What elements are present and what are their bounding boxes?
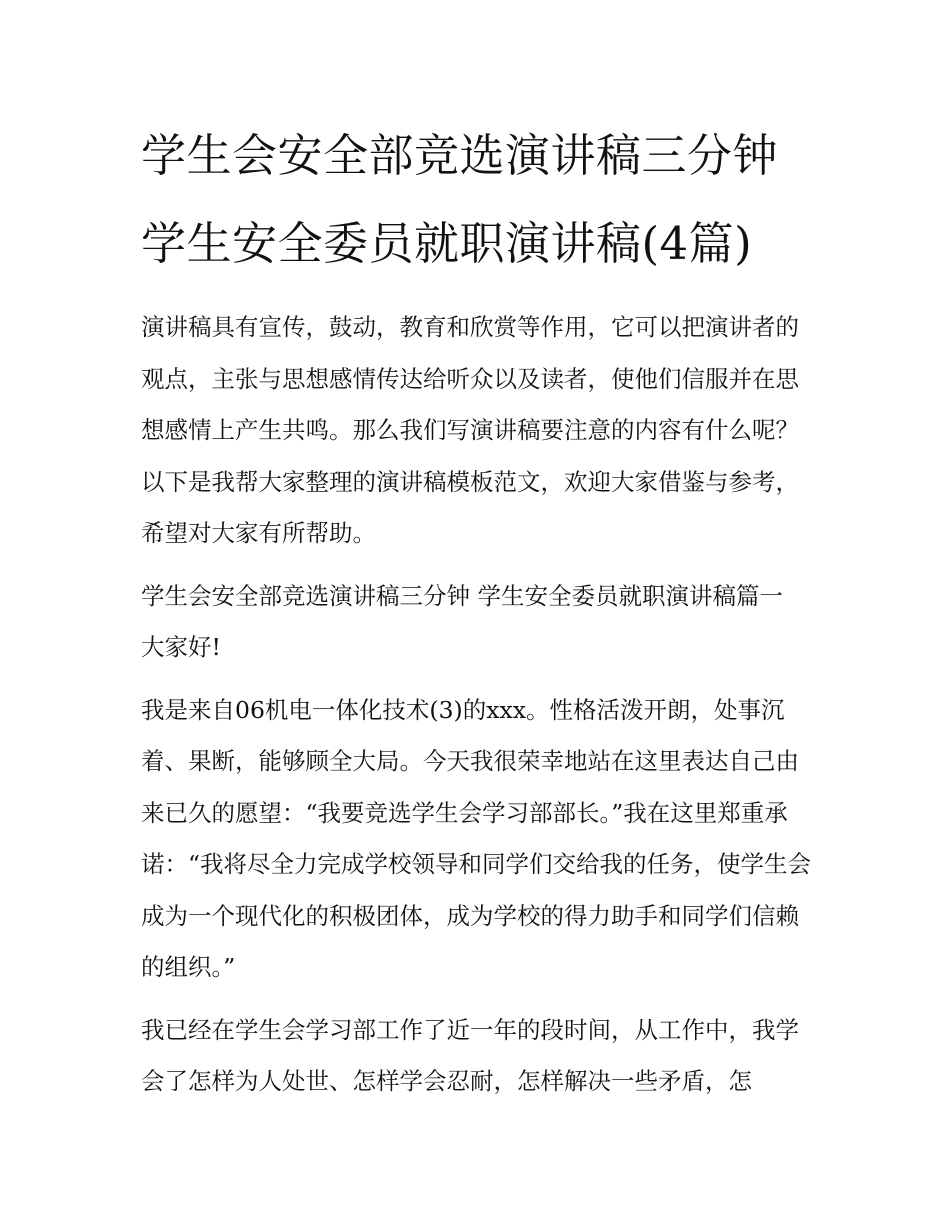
self-introduction-paragraph: 我是来自06机电一体化技术(3)的xxx。性格活泼开朗，处事沉着、果断，能够顾全大局。今天我很荣幸地站在这里表达自己由来已久的愿望：“我要竞选学生会学习部部长。”我在这里郑重承诺：“我将尽全力完成学校领导和同学们交给我的任务，使学生会成为一个现代化的积极团体，成为学校的得力助手和同学们信赖的组织。” [141,695,812,981]
intro-paragraph: 演讲稿具有宣传，鼓动，教育和欣赏等作用，它可以把演讲者的观点，主张与思想感情传达给听众以及读者，使他们信服并在思想感情上产生共鸣。那么我们写演讲稿要注意的内容有什么呢？以下是我帮大家整理的演讲稿模板范文，欢迎大家借鉴与参考，希望对大家有所帮助。 [141,313,799,547]
document-title: 学生会安全部竞选演讲稿三分钟 学生安全委员就职演讲稿(4篇) [141,129,779,270]
section-heading-paragraph: 学生会安全部竞选演讲稿三分钟 学生安全委员就职演讲稿篇一 大家好! [141,581,783,661]
experience-paragraph: 我已经在学生会学习部工作了近一年的段时间，从工作中，我学会了怎样为人处世、怎样学会忍耐，怎样解决一些矛盾，怎 [141,1015,799,1095]
document-body [141,112,811,1108]
